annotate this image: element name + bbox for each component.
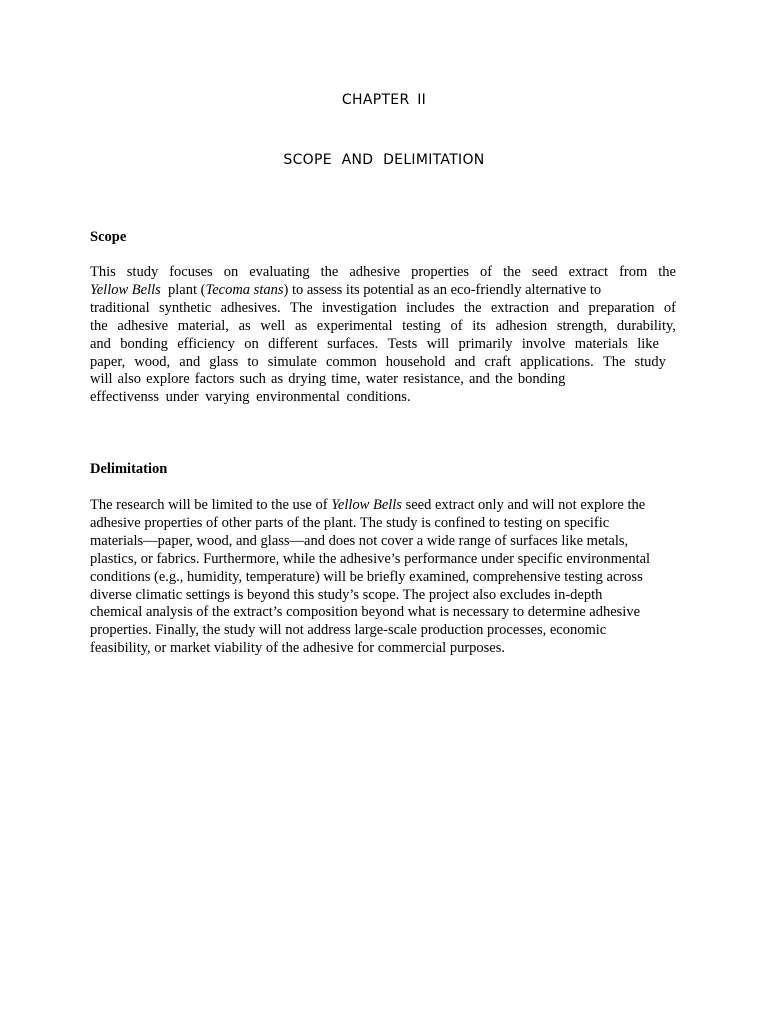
scope-line: the adhesive material, as well as experimental testing of its adhesion strength, durability, <box>90 317 676 334</box>
species-common-name: Yellow Bells <box>331 497 402 513</box>
delimitation-line: properties. Finally, the study will not address large-scale production processes, economic <box>90 622 607 639</box>
species-scientific-name: Tecoma stans <box>205 281 284 298</box>
chapter-label: CHAPTER II <box>341 92 427 108</box>
page-title: SCOPE AND DELIMITATION <box>283 152 485 168</box>
scope-paragraph <box>90 264 676 407</box>
scope-line: and bonding efficiency on different surfaces. Tests will primarily involve materials like <box>90 335 659 352</box>
scope-heading: Scope <box>90 229 127 245</box>
delimitation-line: feasibility, or market viability of the adhesive for commercial purposes. <box>90 640 505 657</box>
delimitation-line: plastics, or fabrics. Furthermore, while the adhesive’s performance under specific environmental <box>90 550 651 567</box>
scope-line: This study focuses on evaluating the adhesive properties of the seed extract from the <box>90 264 676 280</box>
delimitation-paragraph <box>90 497 676 658</box>
delimitation-line: adhesive properties of other parts of the plant. The study is confined to testing on specific <box>90 514 610 531</box>
scope-line: traditional synthetic adhesives. The investigation includes the extraction and preparation of <box>90 299 676 316</box>
delimitation-line: diverse climatic settings is beyond this study’s scope. The project also excludes in-depth <box>90 586 603 603</box>
delimitation-heading: Delimitation <box>90 461 168 477</box>
delimitation-line: conditions (e.g., humidity, temperature) will be briefly examined, comprehensive testing across <box>90 568 643 585</box>
delimitation-line: chemical analysis of the extract’s composition beyond what is necessary to determine adhesive <box>90 604 641 621</box>
scope-line: Yellow Bells plant (Tecoma stans) to assess its potential as an eco-friendly alternative to <box>90 281 602 298</box>
scope-line: will also explore factors such as drying time, water resistance, and the bonding <box>90 371 566 388</box>
delimitation-line: The research will be limited to the use of Yellow Bells seed extract only and will not explore the <box>90 497 646 513</box>
scope-line: effectivenss under varying environmental conditions. <box>90 389 411 406</box>
species-common-name: Yellow Bells <box>90 281 161 298</box>
delimitation-line: materials—paper, wood, and glass—and does not cover a wide range of surfaces like metals, <box>90 532 629 549</box>
scope-line: paper, wood, and glass to simulate common household and craft applications. The study <box>90 353 666 370</box>
